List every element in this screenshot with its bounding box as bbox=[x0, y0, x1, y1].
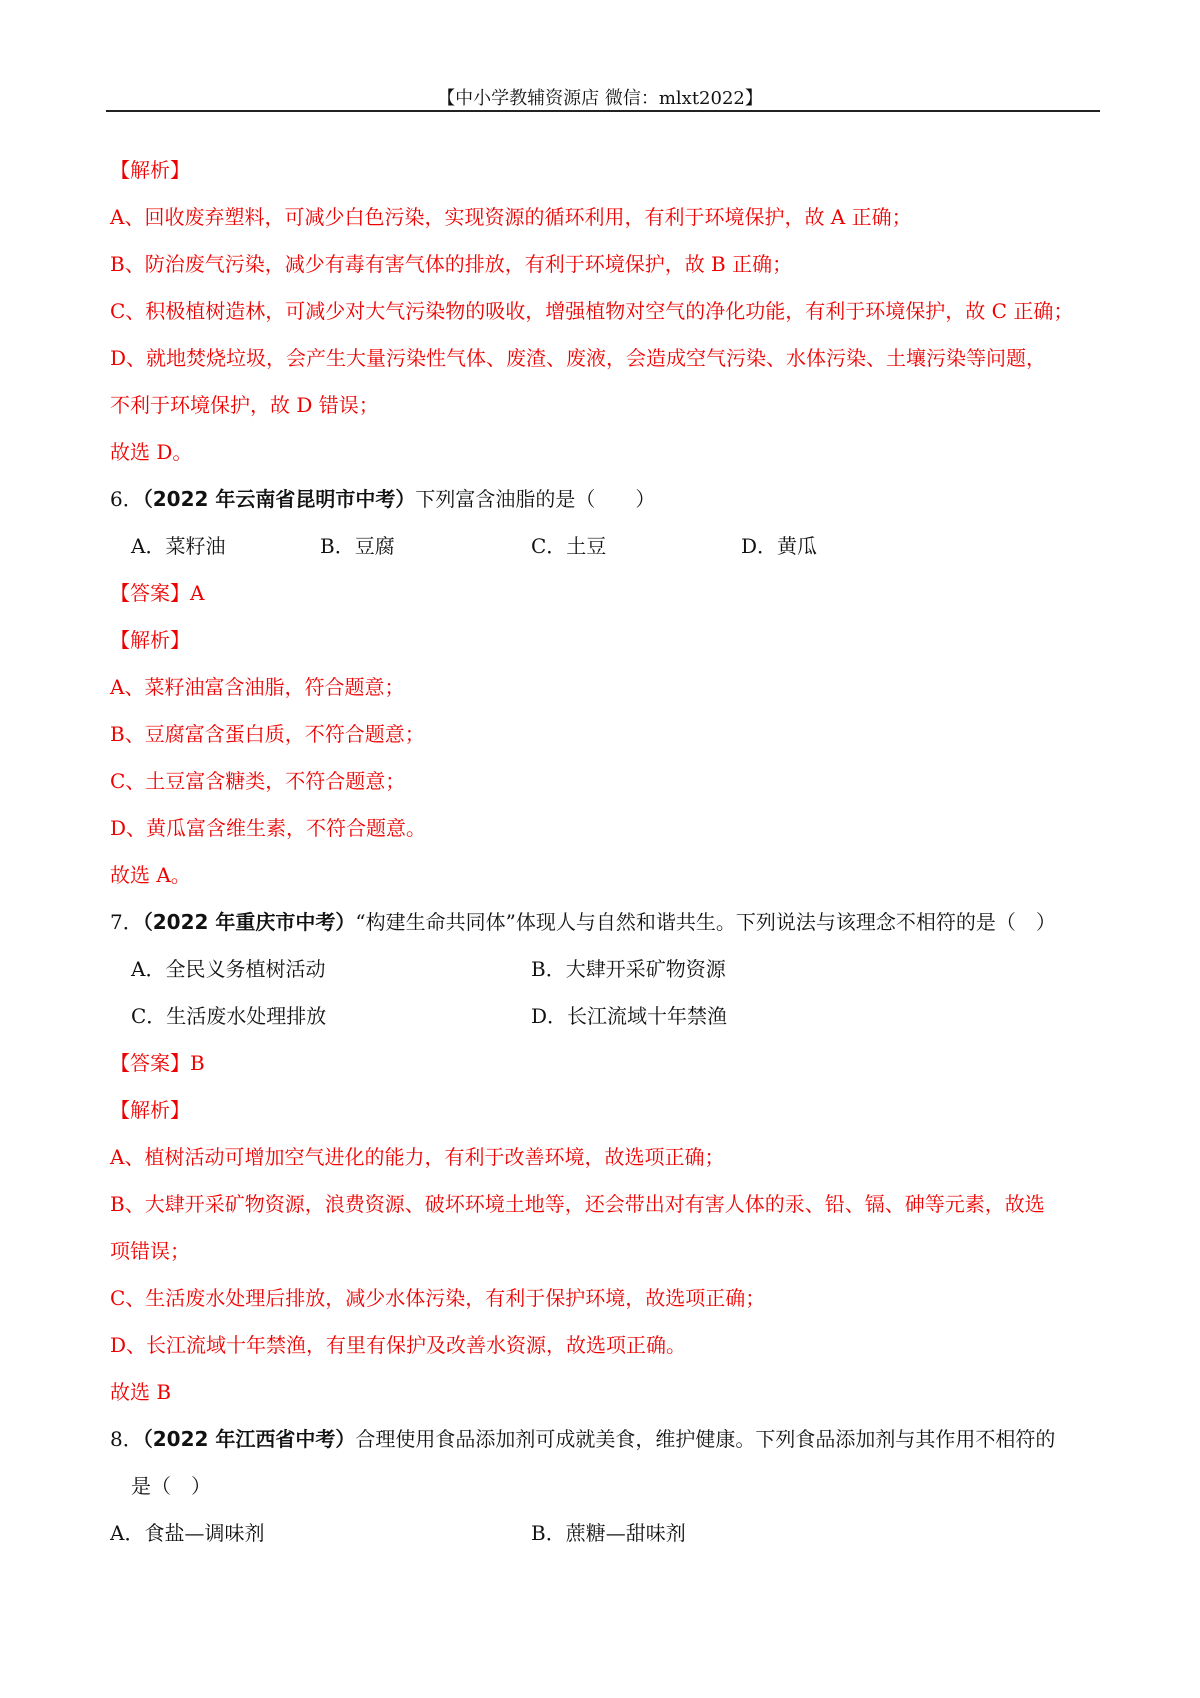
q6-option-b: B．豆腐 bbox=[320, 534, 395, 558]
q7-analysis-line: B、大肆开采矿物资源，浪费资源、破坏环境土地等，还会带出对有害人体的汞、铅、镉、砷等元素，故选 bbox=[110, 1192, 1045, 1216]
q6-answer-value: A bbox=[190, 581, 205, 605]
q8-stem bbox=[110, 1424, 1110, 1454]
q7-stem bbox=[110, 907, 1110, 937]
q7-answer-value: B bbox=[190, 1051, 205, 1075]
header-text: 【中小学教辅资源店 微信：mlxt2022】 bbox=[437, 88, 763, 109]
q6-source: （2022 年云南省昆明市中考） bbox=[142, 487, 416, 511]
q6-conclusion: 故选 A。 bbox=[110, 863, 191, 887]
q6-number: 6． bbox=[110, 487, 143, 511]
q6-answer bbox=[110, 578, 1110, 608]
q8-stem-continuation: 是（ ） bbox=[131, 1474, 211, 1498]
q5-analysis-line: D、就地焚烧垃圾，会产生大量污染性气体、废渣、废液，会造成空气污染、水体污染、土壤污染等问题， bbox=[110, 346, 1047, 370]
header-divider bbox=[106, 110, 1100, 112]
q6-option-d: D．黄瓜 bbox=[741, 534, 818, 558]
q6-analysis-line: D、黄瓜富含维生素，不符合题意。 bbox=[110, 816, 427, 840]
q6-analysis-line: B、豆腐富含蛋白质，不符合题意； bbox=[110, 722, 425, 746]
q6-analysis-line: A、菜籽油富含油脂，符合题意； bbox=[110, 675, 405, 699]
q7-answer bbox=[110, 1048, 1110, 1078]
q7-conclusion: 故选 B bbox=[110, 1380, 172, 1404]
q6-analysis-line: C、土豆富含糖类，不符合题意； bbox=[110, 769, 406, 793]
q8-option-b: B．蔗糖—甜味剂 bbox=[531, 1521, 686, 1545]
q7-number: 7． bbox=[110, 910, 143, 934]
q5-conclusion: 故选 D。 bbox=[110, 440, 193, 464]
q6-stem-text: 下列富含油脂的是（ ） bbox=[415, 487, 656, 511]
q7-source: （2022 年重庆市中考） bbox=[142, 910, 356, 934]
q7-option-c: C．生活废水处理排放 bbox=[131, 1004, 327, 1028]
q7-analysis-line: A、植树活动可增加空气进化的能力，有利于改善环境，故选项正确； bbox=[110, 1145, 725, 1169]
q8-option-a: A．食盐—调味剂 bbox=[110, 1521, 265, 1545]
analysis-label: 【解析】 bbox=[110, 628, 190, 652]
q7-analysis-line: 项错误； bbox=[110, 1239, 190, 1263]
q7-stem-text: “构建生命共同体”体现人与自然和谐共生。下列说法与该理念不相符的是（ ） bbox=[355, 910, 1056, 934]
q7-option-d: D．长江流域十年禁渔 bbox=[531, 1004, 728, 1028]
q6-option-a: A．菜籽油 bbox=[131, 534, 226, 558]
q5-analysis-line: 不利于环境保护，故 D 错误； bbox=[110, 393, 379, 417]
q5-analysis-line: C、积极植树造林，可减少对大气污染物的吸收，增强植物对空气的净化功能，有利于环境保护，故 C 正确； bbox=[110, 299, 1074, 323]
answer-label: 【答案】 bbox=[110, 581, 190, 605]
q8-source: （2022 年江西省中考） bbox=[142, 1427, 356, 1451]
q7-option-a: A．全民义务植树活动 bbox=[131, 957, 326, 981]
answer-label: 【答案】 bbox=[110, 1051, 190, 1075]
q8-number: 8． bbox=[110, 1427, 143, 1451]
q7-analysis-line: D、长江流域十年禁渔，有里有保护及改善水资源，故选项正确。 bbox=[110, 1333, 687, 1357]
q7-option-b: B．大肆开采矿物资源 bbox=[531, 957, 726, 981]
q5-analysis-line: B、防治废气污染，减少有毒有害气体的排放，有利于环境保护，故 B 正确； bbox=[110, 252, 793, 276]
q8-stem-text: 合理使用食品添加剂可成就美食，维护健康。下列食品添加剂与其作用不相符的 bbox=[355, 1427, 1056, 1451]
q5-analysis-line: A、回收废弃塑料，可减少白色污染，实现资源的循环利用，有利于环境保护，故 A 正确； bbox=[110, 205, 912, 229]
analysis-label: 【解析】 bbox=[110, 1098, 190, 1122]
analysis-label: 【解析】 bbox=[110, 158, 190, 182]
q7-analysis-line: C、生活废水处理后排放，减少水体污染，有利于保护环境，故选项正确； bbox=[110, 1286, 766, 1310]
q6-stem bbox=[110, 484, 1110, 514]
q6-option-c: C．土豆 bbox=[531, 534, 607, 558]
